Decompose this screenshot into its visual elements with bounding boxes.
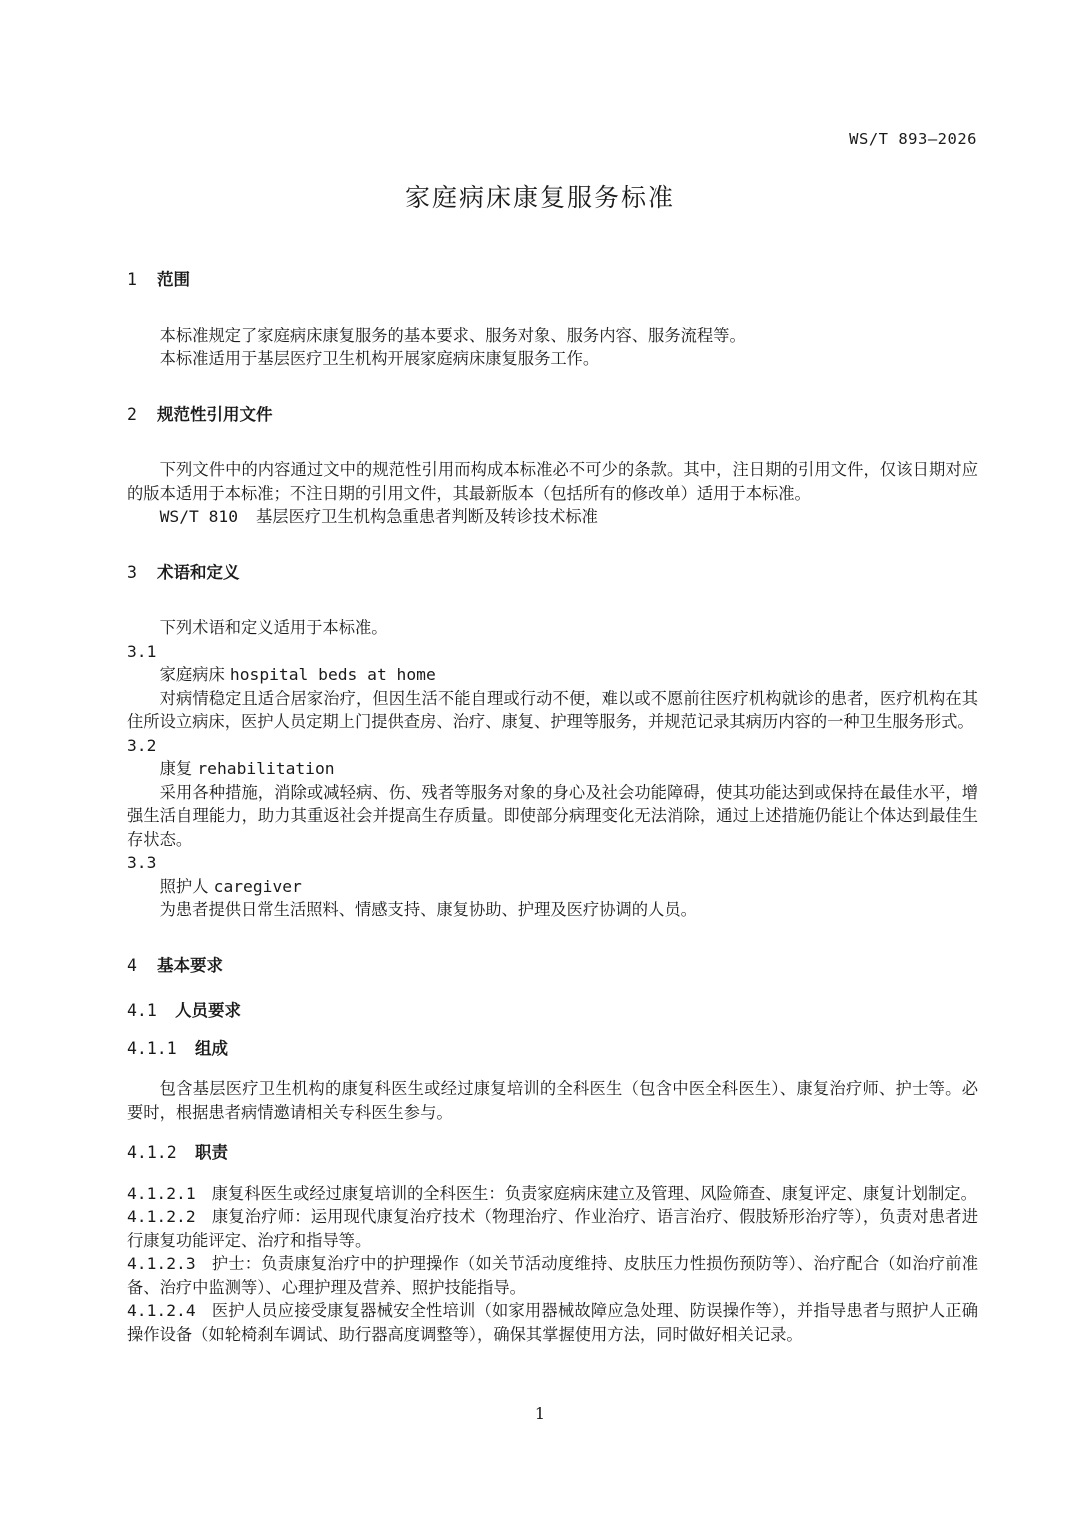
term-name-en: caregiver [213, 876, 302, 896]
subsection-title: 人员要求 [175, 1001, 241, 1020]
term-name [127, 663, 978, 687]
section-title: 规范性引用文件 [157, 404, 273, 424]
clause-number: 4.1.2.1 [127, 1183, 196, 1203]
document-title: 家庭病床康复服务标准 [404, 183, 675, 212]
section-heading-normative-references [127, 403, 978, 427]
duty-clause [127, 1182, 978, 1206]
section-number: 4 [127, 955, 137, 975]
scope-paragraph: 本标准规定了家庭病床康复服务的基本要求、服务对象、服务内容、服务流程等。 [159, 325, 746, 345]
clause-number: 4.1.2.2 [127, 1207, 196, 1226]
section-heading-terms [127, 561, 978, 585]
clause-text: 康复治疗师：运用现代康复治疗技术（物理治疗、作业治疗、语言治疗、假肢矫形治疗等），负责对患者进行康复功能评定、治疗和指导等。 [127, 1207, 978, 1250]
subsection-number: 4.1 [127, 1001, 157, 1020]
reference-title: 基层医疗卫生机构急重患者判断及转诊技术标准 [256, 507, 598, 526]
subsection-title: 职责 [195, 1143, 228, 1162]
clause-number: 4.1.2.3 [127, 1254, 196, 1273]
subsection-number: 4.1.2 [127, 1143, 177, 1162]
term-name [127, 757, 978, 781]
term-name-zh: 照护人 [159, 876, 209, 896]
duty-clause [127, 1205, 978, 1252]
term-number: 3.1 [127, 641, 157, 661]
subsection-number: 4.1.1 [127, 1038, 177, 1058]
term-definition: 对病情稳定且适合居家治疗，但因生活不能自理或行动不便，难以或不愿前往医疗机构就诊的患者，医疗机构在其住所设立病床，医护人员定期上门提供查房、治疗、康复、护理等服务，并规范记录其病历内容的一种卫生服务形式。 [127, 688, 978, 731]
subsection-heading-duties [127, 1141, 978, 1165]
reference-code: WS/T 810 [159, 507, 239, 526]
clause-text: 护士：负责康复治疗中的护理操作（如关节活动度维持、皮肤压力性损伤预防等）、治疗配合（如治疗前准备、治疗中监测等）、心理护理及营养、照护技能指导。 [127, 1254, 978, 1297]
section-title: 基本要求 [157, 955, 223, 975]
section-number: 3 [127, 562, 137, 582]
term-number: 3.3 [127, 853, 157, 872]
page-number: 1 [534, 1404, 546, 1423]
section-heading-scope [127, 268, 978, 292]
subsection-heading-personnel [127, 999, 978, 1023]
term-definition: 为患者提供日常生活照料、情感支持、康复协助、护理及医疗协调的人员。 [159, 900, 697, 919]
duty-clause [127, 1252, 978, 1299]
subsection-heading-composition [127, 1037, 978, 1061]
subsection-title: 组成 [195, 1038, 228, 1058]
section-number: 2 [127, 404, 137, 424]
references-paragraph: 下列文件中的内容通过文中的规范性引用而构成本标准必不可少的条款。其中，注日期的引用文件，仅该日期对应的版本适用于本标准；不注日期的引用文件，其最新版本（包括所有的修改单）适用于本标准。 [127, 460, 978, 503]
document-body [127, 268, 978, 1346]
term-name-zh: 家庭病床 [159, 665, 225, 684]
scope-paragraph: 本标准适用于基层医疗卫生机构开展家庭病床康复服务工作。 [159, 349, 600, 368]
section-heading-basic-requirements [127, 954, 978, 978]
term-name [127, 875, 978, 899]
duty-clause [127, 1299, 978, 1346]
composition-paragraph: 包含基层医疗卫生机构的康复科医生或经过康复培训的全科医生（包含中医全科医生）、康复治疗师、护士等。必要时，根据患者病情邀请相关专科医生参与。 [127, 1079, 978, 1122]
term-name-zh: 康复 [159, 759, 193, 778]
section-title: 范围 [157, 270, 190, 289]
reference-entry [127, 505, 978, 529]
clause-text: 康复科医生或经过康复培训的全科医生：负责家庭病床建立及管理、风险筛查、康复评定、康复计划制定。 [211, 1183, 977, 1203]
section-number: 1 [127, 270, 137, 289]
terms-intro: 下列术语和定义适用于本标准。 [159, 618, 388, 637]
term-name-en: hospital beds at home [229, 665, 436, 684]
section-title: 术语和定义 [157, 562, 240, 582]
term-definition: 采用各种措施，消除或减轻病、伤、残者等服务对象的身心及社会功能障碍，使其功能达到或保持在最佳水平，增强生活自理能力，助力其重返社会并提高生存质量。即使部分病理变化无法消除，通过上述措施仍能让个体达到最佳生存状态。 [127, 782, 978, 849]
term-number: 3.2 [127, 735, 157, 755]
term-name-en: rehabilitation [197, 759, 335, 778]
clause-text: 医护人员应接受康复器械安全性培训（如家用器械故障应急处理、防误操作等），并指导患者与照护人正确操作设备（如轮椅刹车调试、助行器高度调整等），确保其掌握使用方法，同时做好相关记录。 [127, 1301, 978, 1344]
clause-number: 4.1.2.4 [127, 1301, 196, 1320]
standard-code: WS/T 893—2026 [849, 130, 977, 148]
